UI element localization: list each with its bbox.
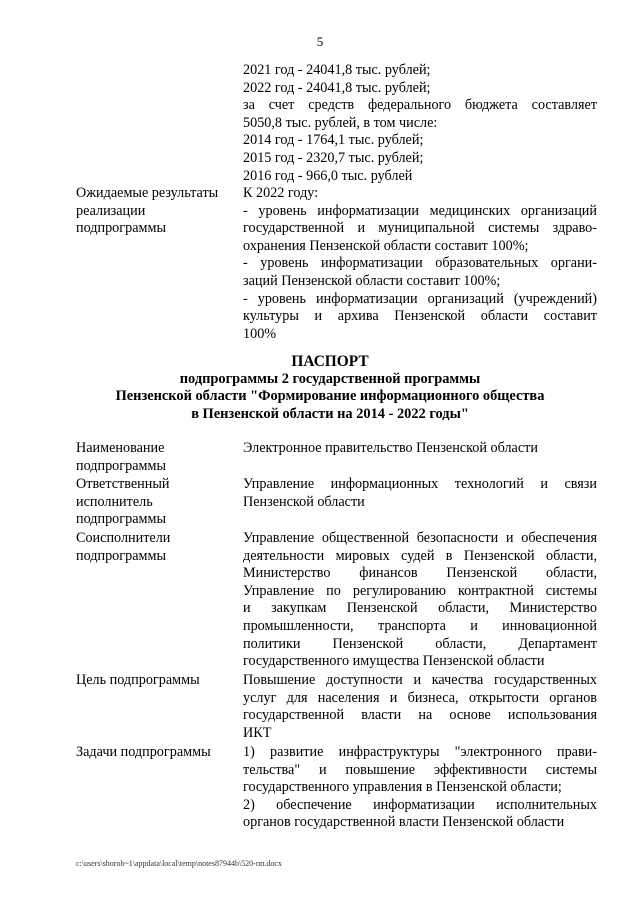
funding-line: 2021 год - 24041,8 тыс. рублей; — [243, 62, 431, 78]
value-line: - уровень информатизации образовательных органи- — [243, 255, 597, 272]
label-line: Наименование — [76, 440, 165, 456]
value-line: государственной и муниципальной системы здраво- — [243, 220, 597, 237]
row-tasks-label — [76, 744, 236, 762]
passport-subheading: в Пензенской области на 2014 - 2022 годы" — [191, 405, 469, 422]
row-executor-label — [76, 476, 236, 529]
value-line: политики Пензенской области, Департамент — [243, 635, 597, 652]
value-line: заций Пензенской области составит 100%; — [243, 272, 501, 289]
row-executor-value — [243, 476, 597, 511]
label-line: подпрограммы — [76, 457, 166, 474]
row-name-value — [243, 440, 597, 458]
value-line: культуры и архива Пензенской области составит — [243, 308, 597, 325]
label-line: Ожидаемые результаты — [76, 185, 219, 201]
value-line: Управление информационных технологий и связи — [243, 476, 597, 492]
value-line: К 2022 году: — [243, 185, 319, 201]
value-line: - уровень информатизации медицинских организаций — [243, 202, 597, 219]
row-goal-value — [243, 672, 597, 742]
row-name-label — [76, 440, 236, 475]
funding-continuation — [243, 62, 597, 185]
value-line: услуг для населения и бизнеса, открытости органов — [243, 689, 597, 706]
label-line: Соисполнители — [76, 530, 171, 546]
funding-line: за счет средств федерального бюджета составляет — [243, 97, 597, 114]
label-line: исполнитель — [76, 493, 153, 510]
footer-file-path: c:\users\shorob~1\appdata\local\temp\notes87944b\520-пп.docx — [76, 859, 282, 868]
label-line: Задачи подпрограммы — [76, 744, 211, 760]
funding-line: 2014 год - 1764,1 тыс. рублей; — [243, 132, 424, 149]
row-tasks-value — [243, 744, 597, 832]
value-line: органов государственной власти Пензенской области — [243, 814, 565, 831]
label-line: подпрограммы — [76, 547, 166, 564]
value-line: Электронное правительство Пензенской области — [243, 440, 538, 456]
value-line: ИКТ — [243, 724, 272, 741]
passport-subheading: Пензенской области "Формирование информационного общества — [115, 388, 545, 405]
label-line: Ответственный — [76, 476, 170, 492]
value-line: 2) обеспечение информатизации исполнительных — [243, 796, 597, 813]
value-line: промышленности, транспорта и инновационной — [243, 617, 597, 634]
value-line: 100% — [243, 325, 277, 342]
label-line: реализации — [76, 202, 146, 219]
value-line: государственного имущества Пензенской области — [243, 653, 545, 670]
expected-results-value — [243, 185, 597, 343]
value-line: охранения Пензенской области составит 100%; — [243, 237, 529, 254]
value-line: Управление общественной безопасности и обеспечения — [243, 530, 597, 546]
value-line: Управление по регулированию контрактной системы — [243, 582, 597, 599]
passport-subheading: подпрограммы 2 государственной программы — [179, 370, 481, 387]
value-line: 1) развитие инфраструктуры "электронного прави- — [243, 744, 597, 760]
row-coexecutors-value — [243, 530, 597, 671]
funding-line: 2016 год - 966,0 тыс. рублей — [243, 167, 413, 184]
passport-title — [60, 353, 600, 423]
row-goal-label — [76, 672, 236, 690]
value-line: тельства" и повышение эффективности системы — [243, 761, 597, 778]
funding-line: 5050,8 тыс. рублей, в том числе: — [243, 114, 438, 131]
value-line: - уровень информатизации организаций (учреждений) — [243, 290, 597, 307]
label-line: подпрограммы — [76, 511, 166, 528]
value-line: Министерство финансов Пензенской области, — [243, 565, 597, 582]
value-line: и закупкам Пензенской области, Министерство — [243, 600, 597, 617]
funding-line: 2015 год - 2320,7 тыс. рублей; — [243, 149, 424, 166]
value-line: Пензенской области — [243, 493, 365, 510]
value-line: государственной власти на основе использования — [243, 707, 597, 724]
label-line: подпрограммы — [76, 220, 166, 237]
row-coexecutors-label — [76, 530, 236, 565]
label-line: Цель подпрограммы — [76, 672, 200, 688]
passport-heading: ПАСПОРТ — [291, 353, 369, 370]
value-line: государственного управления в Пензенской области; — [243, 779, 562, 796]
page-number: 5 — [316, 34, 324, 49]
expected-results-label — [76, 185, 236, 238]
value-line: Повышение доступности и качества государственных — [243, 672, 597, 688]
value-line: деятельности мировых судей в Пензенской области, — [243, 547, 597, 564]
funding-line: 2022 год - 24041,8 тыс. рублей; — [243, 79, 431, 96]
